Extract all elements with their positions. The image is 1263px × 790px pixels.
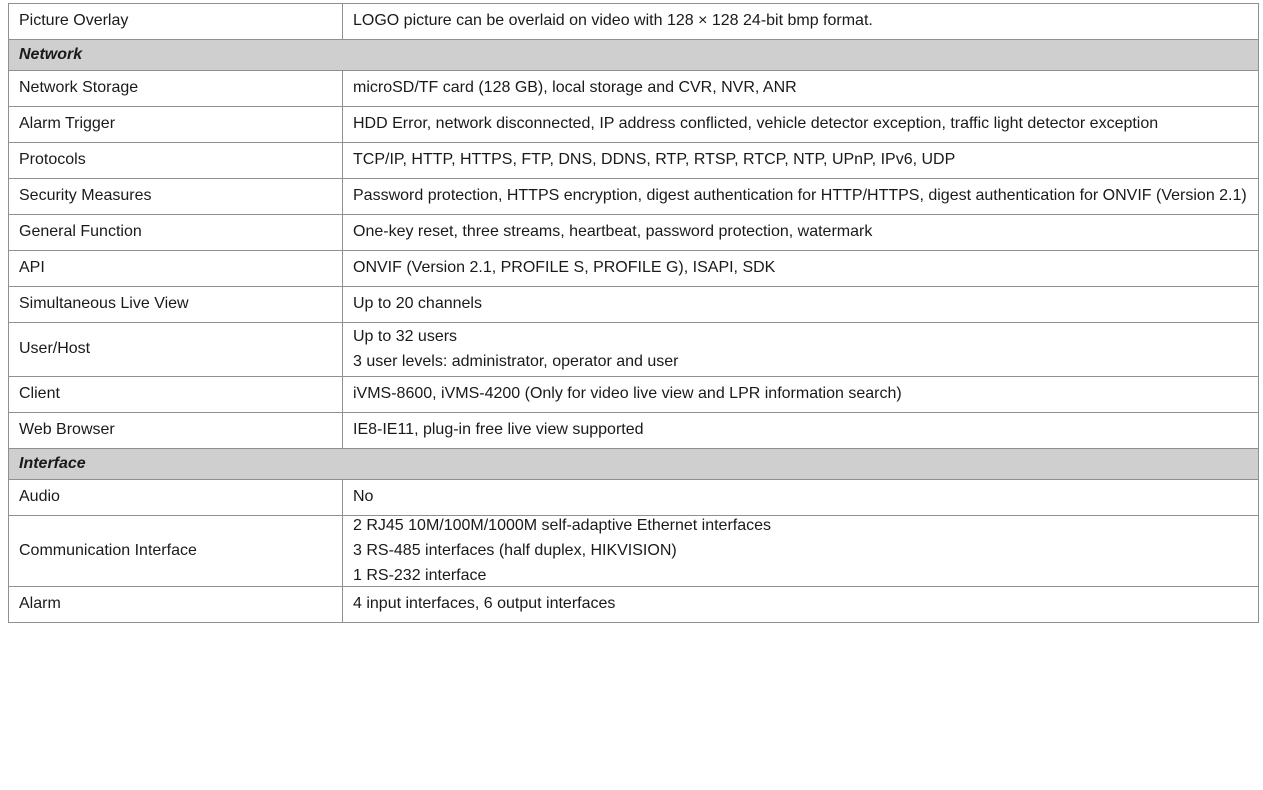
section-header-row xyxy=(9,449,1259,480)
spec-value-line: microSD/TF card (128 GB), local storage and CVR, NVR, ANR xyxy=(353,79,797,97)
spec-value xyxy=(343,480,1259,516)
spec-value-line: Up to 20 channels xyxy=(353,295,482,313)
spec-value-line: One-key reset, three streams, heartbeat, password protection, watermark xyxy=(353,223,873,241)
spec-row xyxy=(9,143,1259,179)
section-title: Network xyxy=(9,40,1259,71)
spec-value-line: 3 user levels: administrator, operator and user xyxy=(353,352,679,370)
spec-value xyxy=(343,143,1259,179)
spec-row xyxy=(9,179,1259,215)
spec-row xyxy=(9,377,1259,413)
spec-value xyxy=(343,179,1259,215)
spec-value xyxy=(343,251,1259,287)
spec-value xyxy=(343,516,1259,587)
spec-value xyxy=(343,71,1259,107)
spec-table-body xyxy=(9,4,1259,623)
spec-row xyxy=(9,587,1259,623)
spec-label: Alarm Trigger xyxy=(9,107,343,143)
spec-row xyxy=(9,323,1259,377)
spec-value-line: 1 RS-232 interface xyxy=(353,566,487,584)
spec-table xyxy=(8,3,1259,623)
spec-label: Security Measures xyxy=(9,179,343,215)
section-header-row xyxy=(9,40,1259,71)
spec-label: API xyxy=(9,251,343,287)
spec-value-line: 4 input interfaces, 6 output interfaces xyxy=(353,595,616,613)
spec-label: User/Host xyxy=(9,323,343,377)
spec-row xyxy=(9,413,1259,449)
spec-label: Alarm xyxy=(9,587,343,623)
spec-label: Network Storage xyxy=(9,71,343,107)
spec-label: Protocols xyxy=(9,143,343,179)
spec-row xyxy=(9,107,1259,143)
spec-value-line: 3 RS-485 interfaces (half duplex, HIKVISION) xyxy=(353,541,677,559)
spec-label: General Function xyxy=(9,215,343,251)
spec-label: Audio xyxy=(9,480,343,516)
spec-label: Web Browser xyxy=(9,413,343,449)
spec-value-line: TCP/IP, HTTP, HTTPS, FTP, DNS, DDNS, RTP, RTSP, RTCP, NTP, UPnP, IPv6, UDP xyxy=(353,151,956,169)
spec-value xyxy=(343,215,1259,251)
spec-value xyxy=(343,323,1259,377)
spec-label: Picture Overlay xyxy=(9,4,343,40)
spec-value-line: LOGO picture can be overlaid on video with 128 × 128 24-bit bmp format. xyxy=(353,12,873,30)
spec-value xyxy=(343,377,1259,413)
spec-value xyxy=(343,587,1259,623)
spec-value xyxy=(343,287,1259,323)
spec-value-line: HDD Error, network disconnected, IP address conflicted, vehicle detector exception, traffic light detector exception xyxy=(353,115,1159,133)
spec-row xyxy=(9,71,1259,107)
spec-value-line: ONVIF (Version 2.1, PROFILE S, PROFILE G), ISAPI, SDK xyxy=(353,259,776,277)
section-title: Interface xyxy=(9,449,1259,480)
spec-row xyxy=(9,516,1259,587)
spec-row xyxy=(9,480,1259,516)
spec-label: Client xyxy=(9,377,343,413)
spec-row xyxy=(9,4,1259,40)
spec-value xyxy=(343,107,1259,143)
spec-label: Communication Interface xyxy=(9,516,343,587)
spec-value xyxy=(343,413,1259,449)
spec-row xyxy=(9,251,1259,287)
spec-label: Simultaneous Live View xyxy=(9,287,343,323)
spec-value-line: 2 RJ45 10M/100M/1000M self-adaptive Ethernet interfaces xyxy=(353,517,772,534)
spec-value-line: No xyxy=(353,488,374,506)
spec-value-line: iVMS-8600, iVMS-4200 (Only for video live view and LPR information search) xyxy=(353,385,902,403)
spec-row xyxy=(9,215,1259,251)
spec-value-line: Password protection, HTTPS encryption, digest authentication for HTTP/HTTPS, digest authentication for ONVIF (Version 2.1) xyxy=(353,187,1247,205)
spec-value-line: IE8-IE11, plug-in free live view supported xyxy=(353,421,644,439)
spec-value xyxy=(343,4,1259,40)
spec-value-line: Up to 32 users xyxy=(353,327,458,345)
spec-row xyxy=(9,287,1259,323)
